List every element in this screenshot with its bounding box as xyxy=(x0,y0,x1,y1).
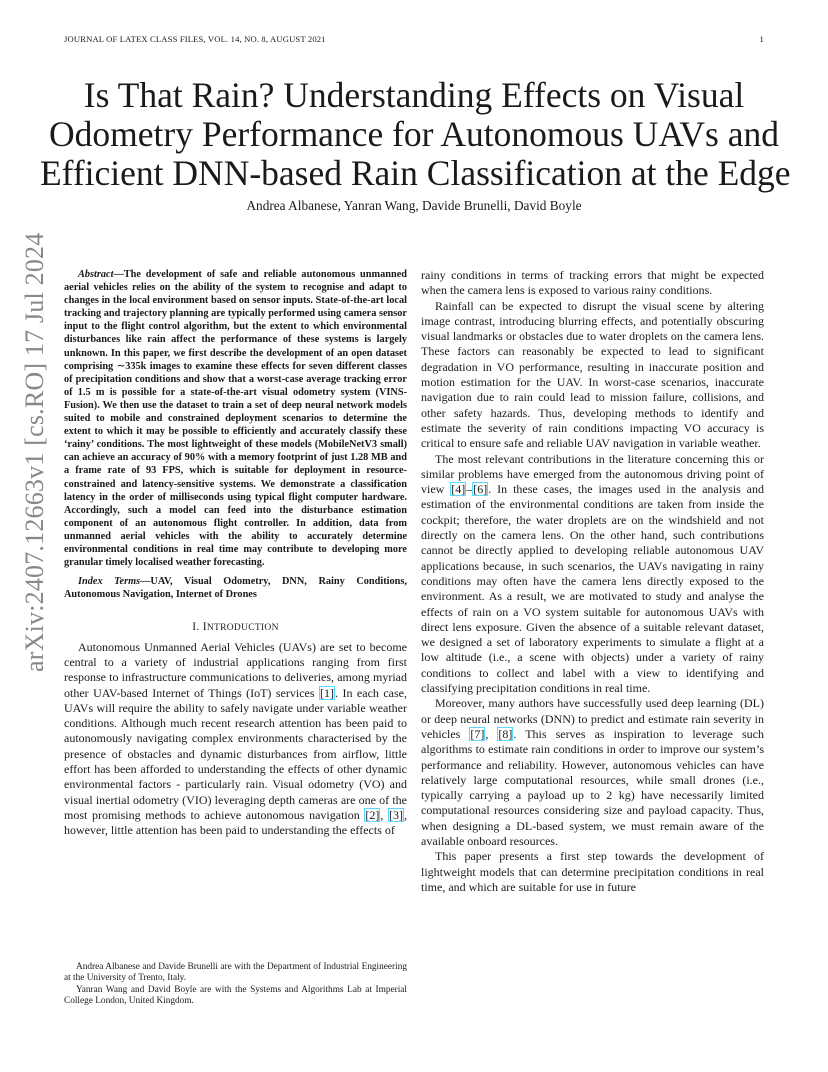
section-title: NTRODUCTION xyxy=(206,623,279,634)
paper-title xyxy=(40,75,791,193)
citation-link[interactable]: [1] xyxy=(319,685,334,700)
section-heading-introduction xyxy=(64,620,407,636)
abstract-text: —The development of safe and reliable autonomous unmanned aerial vehicles relies on the ability of the system to recognise and adapt to changes in the local environment based on sensor inputs. State-of-the-art local tracking and trajectory planning are typically performed using camera sensor input to the flight control algorithm, but the extent to which environmental disturbances like rain affect the performance of these systems is largely unknown. In this paper, we first describe the development of an open dataset comprising ∼335k images to examine these effects for seven different classes of precipitation conditions and show that a worst-case average tracking error of 1.5 m is possible for a state-of-the-art visual odometry system (VINS-Fusion). We then use the dataset to train a set of deep neural network models suited to mobile and constrained deployment scenarios to determine the extent to which it may be possible to efficiently and accurately classify these ‘rainy’ conditions. The most lightweight of these models (MobileNetV3 small) can achieve an accuracy of 90% with a memory footprint of just 1.28 MB and a frame rate of 93 FPS, which is suitable for deployment in resource-constrained and latency-sensitive systems. We demonstrate a classification latency in the order of milliseconds using typical flight computer hardware. Accordingly, such a model can feed into the disturbance estimation component of an autonomous flight controller. In addition, data from unmanned aerial vehicles with the ability to accurately determine environmental conditions in real time may contribute to developing more granular timely localised weather forecasting. xyxy=(64,269,407,569)
text-run: – xyxy=(466,482,473,497)
right-column xyxy=(421,268,764,895)
text-run: Autonomous Unmanned Aerial Vehicles (UAVs) are set to become central to a variety of industrial applications ranging from first response to infrastructure communications to deliveries, among myriad other UAV-based Internet of Things (IoT) services xyxy=(64,639,407,700)
text-run: . In each case, UAVs will require the ability to safely navigate under variable weather conditions. Although much recent research attention has been paid to autonomously navigating complex environments characterised by the presence of obstacles and dynamic disturbances from airflow, little effort has been afforded to understanding the effects of other dynamic environmental factors - particularly rain. Visual odometry (VO) and visual inertial odometry (VIO) leveraging depth cameras are one of the most promising methods to achieve autonomous navigation xyxy=(64,685,408,822)
left-column xyxy=(64,268,407,839)
citation-link[interactable]: [6] xyxy=(473,482,488,497)
footnote: Andrea Albanese and Davide Brunelli are with the Department of Industrial Engineering at the University of Trento, Italy. xyxy=(64,962,407,984)
text-run: , xyxy=(485,726,498,741)
index-terms-label: Index Terms xyxy=(78,576,141,588)
footnotes xyxy=(64,962,407,1008)
intro-paragraph: This paper presents a first step towards the development of lightweight models that can determine precipitation conditions in real time, and which are suitable for use in future xyxy=(421,849,764,894)
journal-info: JOURNAL OF LATEX CLASS FILES, VOL. 14, NO. 8, AUGUST 2021 xyxy=(64,34,326,44)
intro-paragraph xyxy=(64,640,407,839)
intro-paragraph-continued: rainy conditions in terms of tracking errors that might be expected when the camera lens is exposed to various rainy conditions. xyxy=(421,268,764,298)
text-run: , xyxy=(380,807,389,822)
intro-paragraph xyxy=(421,696,764,849)
intro-paragraph xyxy=(421,452,764,697)
citation-link[interactable]: [2] xyxy=(365,807,380,822)
citation-link[interactable]: [8] xyxy=(498,726,513,741)
index-terms-text: —UAV, Visual Odometry, DNN, Rainy Conditions, Autonomous Navigation, Internet of Drones xyxy=(64,576,407,601)
running-header xyxy=(64,34,764,48)
text-run: The most relevant contributions in the literature concerning this or similar problems have emerged from the autonomous driving point of view xyxy=(421,451,764,497)
text-run: Moreover, many authors have successfully used deep learning (DL) or deep neural networks (DNN) to predict and estimate rain severity in vehicles xyxy=(421,696,764,741)
citation-link[interactable]: [4] xyxy=(451,482,466,497)
index-terms xyxy=(64,575,407,601)
title-line: Is That Rain? Understanding Effects on Visual xyxy=(83,75,745,115)
page-number: 1 xyxy=(759,34,764,44)
section-numeral: I. I xyxy=(192,621,207,634)
citation-link[interactable]: [7] xyxy=(470,726,485,741)
text-run: . In these cases, the images used in the analysis and estimation of the environmental conditions are taken from inside the cockpit; therefore, the water droplets are on the windshield and not directly on the camera lens. On the other hand, such contributions cannot be directly applied to developing reliable autonomous UAV applications because, in such scenarios, the UAVs navigating in rainy conditions may often have the camera lens directly exposed to the environment. As a result, we are motivated to study and analyse the effects of rain on a VO system suitable for autonomous UAVs with direct lens exposure. Given the absence of a suitable relevant dataset, we designed a set of laboratory experiments to simulate a flight at a low altitude (i.e., a scene with objects) under a variety of rainy conditions to collect and label with a view to identifying and classifying precipitation conditions in real time. xyxy=(421,482,764,696)
title-line: Efficient DNN-based Rain Classification at the Edge xyxy=(40,153,791,193)
author-list: Andrea Albanese, Yanran Wang, Davide Brunelli, David Boyle xyxy=(246,198,582,213)
text-run: , however, little attention has been paid to understanding the effects of xyxy=(64,807,408,838)
abstract-label: Abstract xyxy=(78,269,114,280)
arxiv-id: arXiv:2407.12663v1 [cs.RO] 17 Jul 2024 xyxy=(20,232,49,672)
intro-paragraph: Rainfall can be expected to disrupt the visual scene by altering image contrast, introducing blurring effects, and potentially obscuring visual landmarks or obstacles due to water droplets on the camera lens. These factors can reasonably be expected to lead to significant degradation in VO performance, resulting in inaccurate position and motion estimation for the UAV. In worst-case scenarios, inaccurate navigation due to rain could lead to mission failure, collisions, and other safety hazards. Thus, developing methods to identify and estimate the severity of rain conditions impacting VO accuracy is critical to ensure safe and reliable UAV navigation in variable weather. xyxy=(421,298,764,451)
title-line: Odometry Performance for Autonomous UAVs and xyxy=(49,114,779,154)
text-run: . This serves as inspiration to leverage such algorithms to estimate rain conditions in order to improve our system’s performance and reliability. However, autonomous vehicles can have relatively large computational resources, while small drones (i.e., typically carrying a payload up to 2 kg) have necessarily limited computational resources considering size and payload capacity. Thus, when designing a DL-based system, we must remain aware of the available onboard resources. xyxy=(421,726,764,848)
abstract xyxy=(64,268,407,569)
citation-link[interactable]: [3] xyxy=(389,807,404,822)
footnote: Yanran Wang and David Boyle are with the Systems and Algorithms Lab at Imperial College London, United Kingdom. xyxy=(64,984,407,1007)
